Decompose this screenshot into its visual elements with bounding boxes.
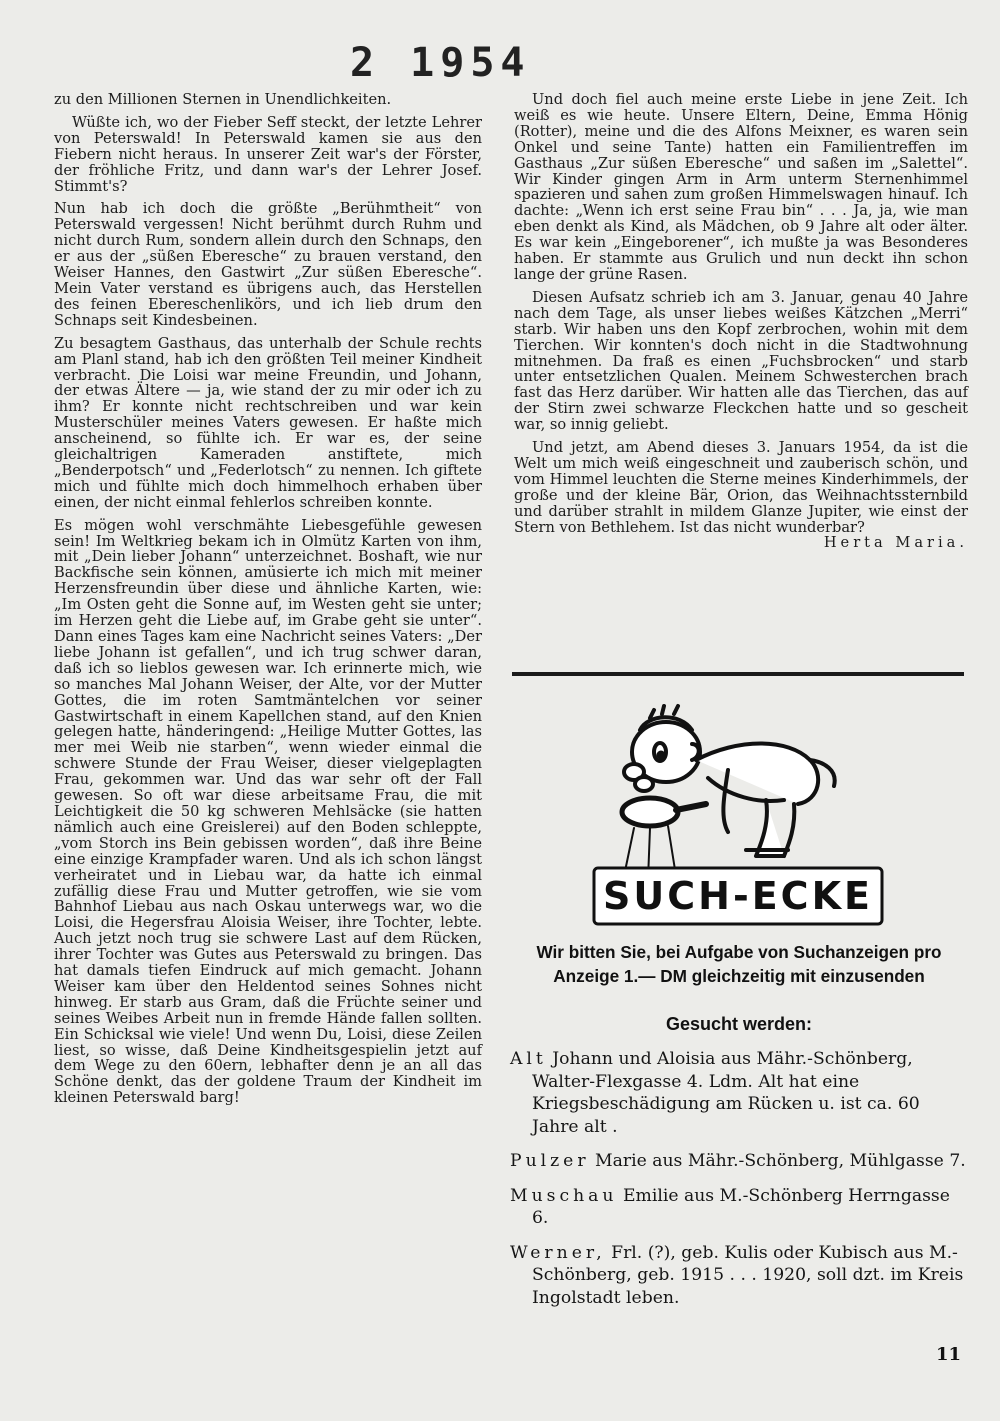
- entry-text: Johann und Aloisia aus Mähr.-Schönberg, Walter-Flexgasse 4. Ldm. Alt hat eine Kriegsbeschädigung am Rücken u. ist ca. 60 Jahre alt .: [532, 1049, 920, 1137]
- search-entries-list: [510, 1048, 966, 1321]
- paragraph: Und doch fiel auch meine erste Liebe in jene Zeit. Ich weiß es wie heute. Unsere Eltern, Deine, Emma Hönig (Rotter), meine und die des Alfons Meixner, es waren sein Onkel und seine Tante) hatten ein Familientreffen im Gasthaus „Zur süßen Eberesche“ und saßen im „Salettel“. Wir Kinder gingen Arm in Arm unterm Sternenhimmel spazieren und sahen zum großen Himmelswagen hinauf. Ich dachte: „Wenn ich erst seine Frau bin“ . . . Ja, ja, wie man eben denkt als Kind, als Mädchen, ob 9 Jahre alt oder älter. Es war kein „Eingeborener“, ich mußte ja was Besonderes haben. Er stammte aus Grulich und nun deckt ihn schon lange der grüne Rasen.: [514, 91, 968, 283]
- paragraph: zu den Millionen Sternen in Unendlichkeiten.: [54, 91, 392, 108]
- entry-text: Emilie aus M.-Schönberg Herrngasse 6.: [532, 1185, 950, 1228]
- paragraph: Nun hab ich doch die größte „Berühmtheit“ von Peterswald vergessen! Nicht berühmt durch Ruhm und nicht durch Rum, sondern allein durch den Schnaps, den er aus der „süßen Eberesche“ zu brauen verstand, den Weiser Hannes, den Gastwirt „Zur süßen Eberesche“. Mein Vater verstand es übrigens auch, das Herstellen des feinen Ebereschenlikörs, und ich lieb drum den Schnaps seit Kindesbeinen.: [54, 200, 482, 329]
- list-item: [510, 1185, 966, 1230]
- search-corner-logo: [588, 700, 888, 930]
- list-item: [510, 1150, 966, 1173]
- paragraph: Wüßte ich, wo der Fieber Seff steckt, der letzte Lehrer von Peterswald! In Peterswald kamen sie aus den Fiebern nicht heraus. In unserer Zeit war's der Förster, der fröhliche Fritz, und dann war's der Lehrer Josef. Stimmt's?: [54, 113, 482, 195]
- left-column: [54, 92, 482, 1113]
- entry-text: Marie aus Mähr.-Schönberg, Mühlgasse 7.: [595, 1151, 966, 1171]
- author-signature: Herta Maria.: [823, 534, 968, 552]
- search-section-heading: Gesucht werden:: [665, 1014, 813, 1034]
- paragraph: Es mögen wohl verschmähte Liebesgefühle gewesen sein! Im Weltkrieg bekam ich in Olmütz Karten von ihm, mit „Dein lieber Johann“ unterzeichnet. Boshaft, wie nur Backfische sein können, amüsierte ich mich mit meiner Herzensfreundin über diese und ähnliche Karten, wie: „Im Osten geht die Sonne auf, im Westen geht sie unter; im Herzen geht die Liebe auf, im Grabe geht sie unter“. Dann eines Tages kam eine Nachricht seines Vaters: „Der liebe Johann ist gefallen“, und ich trug schwer daran, daß ich so lieblos gewesen war. Ich erinnerte mich, wie so manches Mal Johann Weiser, der Alte, vor der Mutter Gottes, die im roten Samtmäntelchen vor seiner Gastwirtschaft in einem Kapellchen stand, auf den Knien gelegen hatte, händeringend: „Heilige Mutter Gottes, las mer mei Weib nie starben“, wenn wieder einmal die schwere Stunde der Frau Weiser, dieser vielgeplagten Frau, gekommen war. Und das war sehr oft der Fall gewesen. So oft war diese arbeitsame Frau, die mit Leichtigkeit die 50 kg schweren Mehlsäcke (sie hatten nämlich auch eine Greislerei) auf den Boden schleppte, „vom Storch ins Bein gebissen worden“, daß ihre Beine eine einzige Krampfader waren. Und als ich schon längst verheiratet und in Liebau war, da hatte ich einmal zufällig diese Frau und Mutter getroffen, wie sie vom Bahnhof Liebau aus nach Oskau unterwegs war, wo die Loisi, die Hegersfrau Aloisia Weiser, ihre Tochter, lebte. Auch jetzt noch trug sie schwere Last auf dem Rücken, ihrer Tochter was Gutes aus Peterswald zu bringen. Das hat damals tiefen Eindruck auf mich gemacht. Johann Weiser kam über den Heldentod seines Sohnes nicht hinweg. Er starb aus Gram, daß die Früchte seiner und seines Weibes Arbeit nun in fremde Hände fallen sollten. Ein Schicksal wie viele! Und wenn Du, Loisi, diese Zeilen liest, so wisse, daß Deine Kindheitsgespielin jetzt auf dem Wege zu den 60ern, lebhafter denn je an all das Schöne denkt, das der goldene Traum der Kindheit im kleinen Peterswald barg!: [54, 516, 482, 1107]
- search-corner-title: SUCH-ECKE: [603, 874, 873, 918]
- section-divider: [512, 672, 964, 676]
- list-item: [510, 1048, 966, 1138]
- list-item: [510, 1242, 966, 1310]
- entry-surname: Muschau: [510, 1185, 618, 1206]
- paragraph: [514, 439, 968, 552]
- issue-mark: 2 1954: [350, 40, 531, 86]
- entry-surname: Werner,: [510, 1242, 606, 1263]
- entry-surname: Pulzer: [510, 1151, 590, 1171]
- entry-surname: Alt: [510, 1049, 547, 1069]
- search-ad-instructions: Wir bitten Sie, bei Aufgabe von Suchanzeigen pro Anzeige 1.— DM gleichzeitig mit einzusenden: [536, 942, 942, 986]
- paragraph: Zu besagtem Gasthaus, das unterhalb der Schule rechts am Planl stand, hab ich den größten Teil meiner Kindheit verbracht. Die Loisi war meine Freundin, und Johann, der etwas Ältere — ja, wie stand der zu mir oder ich zu ihm? Er konnte nicht rechtschreiben und war kein Musterschüler meines Vaters gewesen. Er haßte mich anscheinend, so fühlte ich. Er war es, der seine gleichaltrigen Kameraden anstiftete, mich „Benderpotsch“ und „Federlotsch“ zu nennen. Ich giftete mich und fühlte mich doch himmelhoch erhaben über einen, der nicht einmal fehlerlos schreiben konnte.: [54, 334, 482, 511]
- paragraph-text: Und jetzt, am Abend dieses 3. Januars 1954, da ist die Welt um mich weiß eingeschneit und zauberisch schön, und vom Himmel leuchten die Sterne meines Kinderhimmels, der große und der kleine Bär, Orion, das Weihnachtssternbild und darüber strahlt in mildem Glanze Jupiter, wie einst der Stern von Bethlehem. Ist das nicht wunderbar?: [514, 439, 968, 536]
- page-number: 11: [936, 1344, 962, 1365]
- right-column: [514, 92, 968, 551]
- paragraph: Diesen Aufsatz schrieb ich am 3. Januar, genau 40 Jahre nach dem Tage, als unser liebes weißes Kätzchen „Merri“ starb. Wir haben uns den Kopf zerbrochen, wohin mit dem Tierchen. Wir konnten's doch nicht in die Stadtwohnung mitnehmen. Da fraß es einen „Fuchsbrocken“ und starb unter entsetzlichen Qualen. Meinem Schwesterchen brach fast das Herz darüber. Wir hatten alle das Tierchen, das auf der Stirn zwei schwarze Fleckchen hatte und so gescheit war, so innig geliebt.: [514, 288, 968, 434]
- entry-text: Frl. (?), geb. Kulis oder Kubisch aus M.-Schönberg, geb. 1915 . . . 1920, soll dzt. im Kreis Ingolstadt leben.: [532, 1242, 964, 1308]
